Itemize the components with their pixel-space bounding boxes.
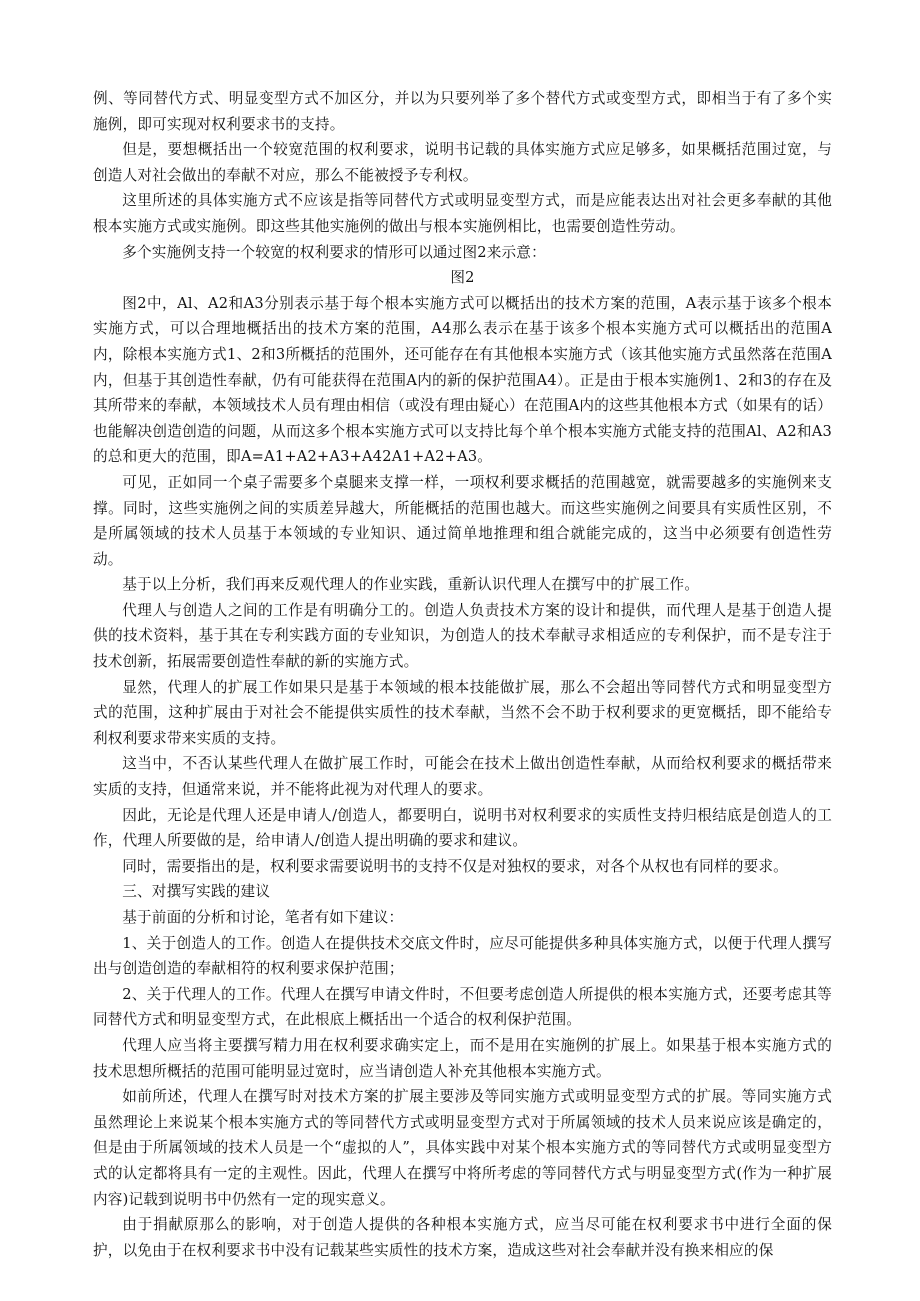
paragraph: 同时，需要指出的是，权利要求需要说明书的支持不仅是对独权的要求，对各个从权也有同样的要求。: [122, 857, 788, 875]
paragraph: 显然，代理人的扩展工作如果只是基于本领域的根本技能做扩展，那么不会超出等同替代方式和明显变型方式的范围，这种扩展由于对社会不能提供实质性的技术奉献，当然不会不助于权利要求的更宽概括，即不能给专利权利要求带来实质的支持。: [93, 678, 832, 747]
paragraph: 例、等同替代方式、明显变型方式不加区分，并以为只要列举了多个替代方式或变型方式，即相当于有了多个实施例，即可实现对权利要求书的支持。: [93, 90, 832, 133]
figure-caption: 图2: [450, 269, 475, 287]
paragraph: 图2中，Al、A2和A3分别表示基于每个根本实施方式可以概括出的技术方案的范围，A表示基于该多个根本实施方式，可以合理地概括出的技术方案的范围，A4那么表示在基于该多个根本实施方式可以概括出的范围A内，除根本实施方式1、2和3所概括的范围外，还可能存在有其他根本实施方式（该其他实施方式虽然落在范围A内，但基于其创造性奉献，仍有可能获得在范围A内的新的保护范围A4）。正是由于根本实施例1、2和3的存在及其所带来的奉献，本领域技术人员有理由相信（或没有理由疑心）在范围A内的这些其他根本方式（如果有的话）也能解决创造创造的问题，从而这多个根本实施方式可以支持比每个单个根本实施方式能支持的范围Al、A2和A3的总和更大的范围，即A=A1+A2+A3+A42A1+A2+A3。: [93, 294, 832, 466]
paragraph: 1、关于创造人的工作。创造人在提供技术交底文件时，应尽可能提供多种具体实施方式，以便于代理人撰写出与创造创造的奉献相符的权利要求保护范围；: [93, 934, 832, 978]
paragraph: 如前所述，代理人在撰写时对技术方案的扩展主要涉及等同实施方式或明显变型方式的扩展。等同实施方式虽然理论上来说某个根本实施方式的等同替代方式或明显变型方式对于所属领域的技术人员来说应该是确定的，但是由于所属领域的技术人员是一个“虚拟的人”，具体实践中对某个根本实施方式的等同替代方式或明显变型方式的认定都将具有一定的主观性。因此，代理人在撰写中将所考虑的等同替代方式与明显变型方式(作为一种扩展内容)记载到说明书中仍然有一定的现实意义。: [93, 1088, 832, 1208]
paragraph: 多个实施例支持一个较宽的权利要求的情形可以通过图2来示意：: [122, 243, 546, 261]
paragraph: 基于前面的分析和讨论，笔者有如下建议：: [122, 909, 404, 926]
paragraph: 2、关于代理人的工作。代理人在撰写申请文件时，不但要考虑创造人所提供的根本实施方式，还要考虑其等同替代方式和明显变型方式，在此根底上概括出一个适合的权利保护范围。: [93, 985, 832, 1029]
section-heading: 三、对撰写实践的建议: [122, 883, 271, 901]
paragraph: 这当中，不否认某些代理人在做扩展工作时，可能会在技术上做出创造性奉献，从而给权利要求的概括带来实质的支持，但通常来说，并不能将此视为对代理人的要求。: [93, 755, 832, 799]
paragraph: 这里所述的具体实施方式不应该是指等同替代方式或明显变型方式，而是应能表达出对社会更多奉献的其他根本实施方式或实施例。即这些其他实施例的做出与根本实施例相比，也需要创造性劳动。: [93, 192, 832, 235]
paragraph: 因此，无论是代理人还是申请人/创造人，都要明白，说明书对权利要求的实质性支持归根结底是创造人的工作，代理人所要做的是，给申请人/创造人提出明确的要求和建议。: [93, 806, 832, 850]
paragraph: 基于以上分析，我们再来反观代理人的作业实践，重新认识代理人在撰写中的扩展工作。: [122, 576, 700, 594]
paragraph: 由于捐献原那么的影响，对于创造人提供的各种根本实施方式，应当尽可能在权利要求书中进行全面的保护，以免由于在权利要求书中没有记载某些实质性的技术方案，造成这些对社会奉献并没有换来相应的保: [93, 1216, 832, 1259]
paragraph: 代理人应当将主要撰写精力用在权利要求确实定上，而不是用在实施例的扩展上。如果基于根本实施方式的技术思想所概括的范围可能明显过宽时，应当请创造人补充其他根本实施方式。: [93, 1036, 832, 1080]
paragraph: 可见，正如同一个桌子需要多个桌腿来支撑一样，一项权利要求概括的范围越宽，就需要越多的实施例来支撑。同时，这些实施例之间的实质差异越大，所能概括的范围也越大。而这些实施例之间要具有实质性区别，不是所属领域的技术人员基于本领域的专业知识、通过简单地推理和组合就能完成的，这当中必须要有创造性劳动。: [93, 473, 832, 568]
paragraph: 但是，要想概括出一个较宽范围的权利要求，说明书记载的具体实施方式应足够多，如果概括范围过宽，与创造人对社会做出的奉献不对应，那么不能被授予专利权。: [93, 141, 832, 184]
paragraph: 代理人与创造人之间的工作是有明确分工的。创造人负责技术方案的设计和提供，而代理人是基于创造人提供的技术资料，基于其在专利实践方面的专业知识，为创造人的技术奉献寻求相适应的专利保护，而不是专注于技术创新，拓展需要创造性奉献的新的实施方式。: [93, 601, 832, 671]
